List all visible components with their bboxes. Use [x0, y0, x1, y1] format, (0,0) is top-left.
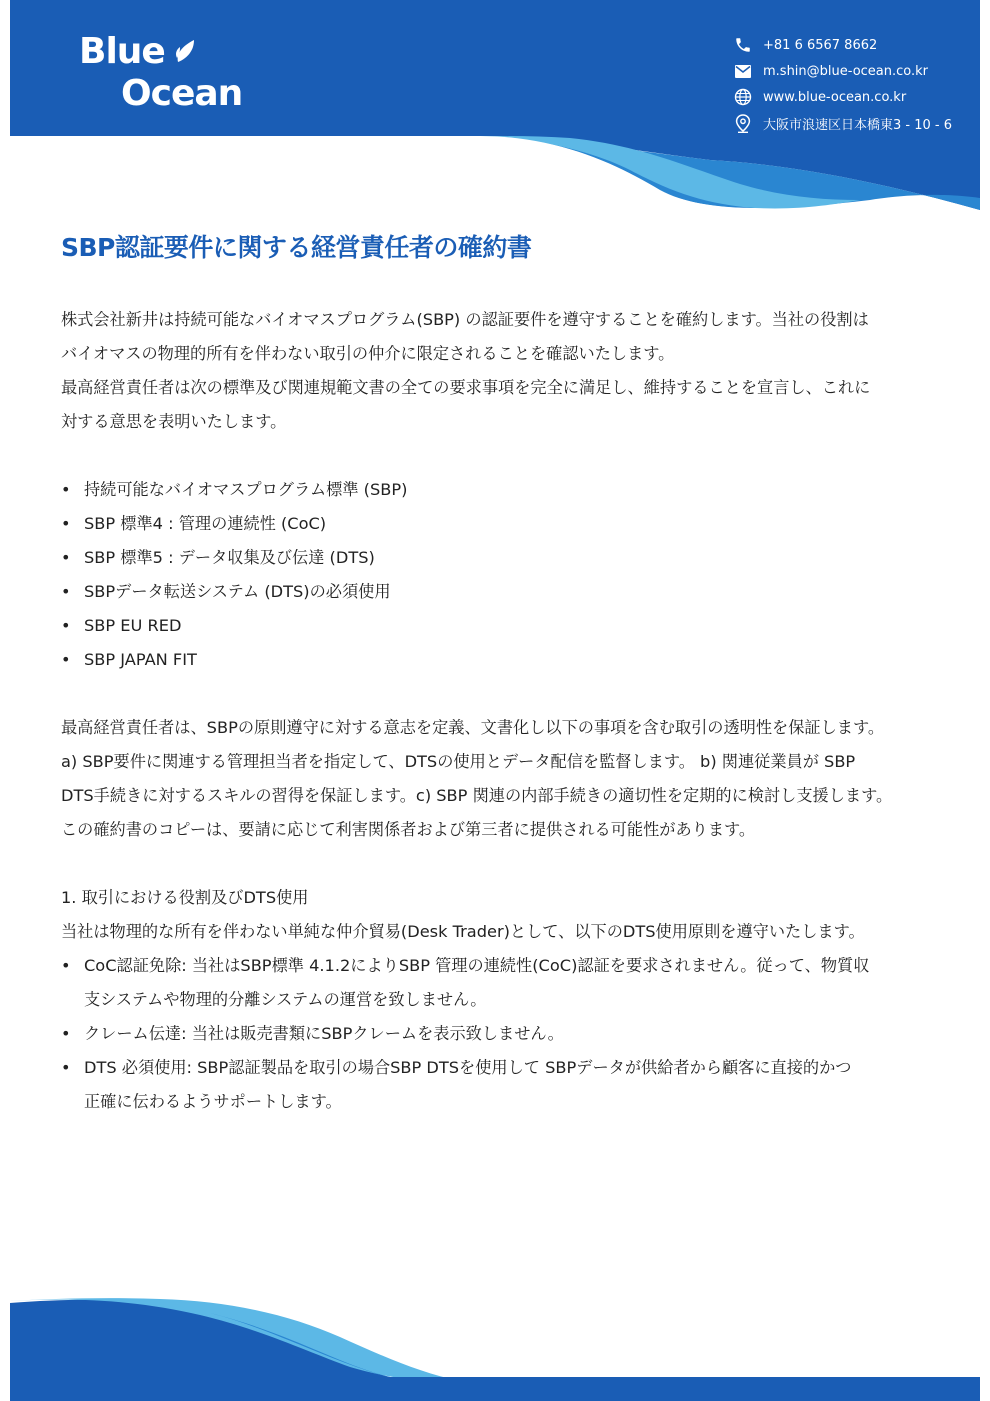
header-banner: [10, 0, 980, 210]
standards-list-item: • 持続可能なバイオマスプログラム標準 (SBP): [61, 473, 941, 507]
dts-principle-line: 支システムや物理的分離システムの運営を致しません。: [84, 990, 487, 1009]
leaf-icon: [174, 38, 198, 64]
commitment-line: a) SBP要件に関連する管理担当者を指定して、DTSの使用とデータ配信を監督します。 b) 関連従業員が SBP: [61, 752, 856, 771]
contact-phone-row: [732, 32, 982, 58]
dts-principle-item: [61, 1051, 941, 1119]
contact-phone: +81 6 6567 8662: [763, 37, 878, 53]
standards-list-item: • SBP EU RED: [61, 609, 941, 643]
dts-principle-line: 正確に伝わるようサポートします。: [84, 1092, 342, 1111]
contact-website: www.blue-ocean.co.kr: [763, 89, 907, 105]
intro-line: バイオマスの物理的所有を伴わない取引の仲介に限定されることを確認いたします。: [61, 344, 675, 363]
contact-block: [732, 32, 982, 136]
footer-wave-graphic: [10, 1295, 980, 1401]
intro-paragraph: [61, 303, 941, 439]
logo-line-2: Ocean: [121, 73, 243, 114]
contact-website-row: [732, 84, 982, 110]
dts-principle-item: [61, 1017, 941, 1051]
document-title: SBP認証要件に関する経営責任者の確約書: [61, 233, 532, 262]
standards-list-item: • SBP JAPAN FIT: [61, 643, 941, 677]
contact-email-row: [732, 58, 982, 84]
dts-principle-line: • CoC認証免除: 当社はSBP標準 4.1.2によりSBP 管理の連続性(CoC)認証を要求されません。従って、物質収: [84, 956, 870, 975]
commitment-paragraph: [61, 711, 941, 847]
spacer: [61, 677, 941, 711]
standards-list: [61, 473, 941, 677]
commitment-line: この確約書のコピーは、要請に応じて利害関係者および第三者に提供される可能性があります。: [61, 820, 756, 839]
section-intro: 当社は物理的な所有を伴わない単純な仲介貿易(Desk Trader)として、以下のDTS使用原則を遵守いたします。: [61, 922, 865, 941]
dts-principle-line: • DTS 必須使用: SBP認証製品を取引の場合SBP DTSを使用して SBPデータが供給者から顧客に直接的かつ: [84, 1058, 852, 1077]
dts-principle-line: • クレーム伝達: 当社は販売書類にSBPクレームを表示致しません。: [84, 1024, 564, 1043]
logo-line-1: Blue: [79, 31, 165, 72]
commitment-line: DTS手続きに対するスキルの習得を保証します。c) SBP 関連の内部手続きの適切性を定期的に検討し支援します。: [61, 786, 893, 805]
intro-line: 最高経営責任者は次の標準及び関連規範文書の全ての要求事項を完全に満足し、維持することを宣言し、これに: [61, 378, 871, 397]
contact-address: 大阪市浪速区日本橋東3 - 10 - 6: [763, 117, 952, 133]
footer-banner: [10, 1295, 980, 1401]
spacer: [61, 847, 941, 881]
intro-line: 対する意思を表明いたします。: [61, 412, 287, 431]
commitment-line: 最高経営責任者は、SBPの原則遵守に対する意志を定義、文書化し以下の事項を含む取引の透明性を保証します。: [61, 718, 885, 737]
phone-icon: [732, 36, 754, 54]
globe-icon: [732, 88, 754, 106]
mail-icon: [732, 62, 754, 80]
contact-email: m.shin@blue-ocean.co.kr: [763, 63, 929, 79]
contact-address-row: [732, 110, 982, 136]
section-heading: 1. 取引における役割及びDTS使用: [61, 888, 309, 907]
location-pin-icon: [732, 114, 754, 132]
spacer: [61, 439, 941, 473]
dts-principle-item: [61, 949, 941, 1017]
document-body: [61, 303, 941, 1119]
intro-line: 株式会社新井は持続可能なバイオマスプログラム(SBP) の認証要件を遵守することを確約します。当社の役割は: [61, 310, 869, 329]
standards-list-item: • SBPデータ転送システム (DTS)の必須使用: [61, 575, 941, 609]
dts-principles-list: [61, 949, 941, 1119]
standards-list-item: • SBP 標準4 : 管理の連続性 (CoC): [61, 507, 941, 541]
standards-list-item: • SBP 標準5 : データ収集及び伝達 (DTS): [61, 541, 941, 575]
